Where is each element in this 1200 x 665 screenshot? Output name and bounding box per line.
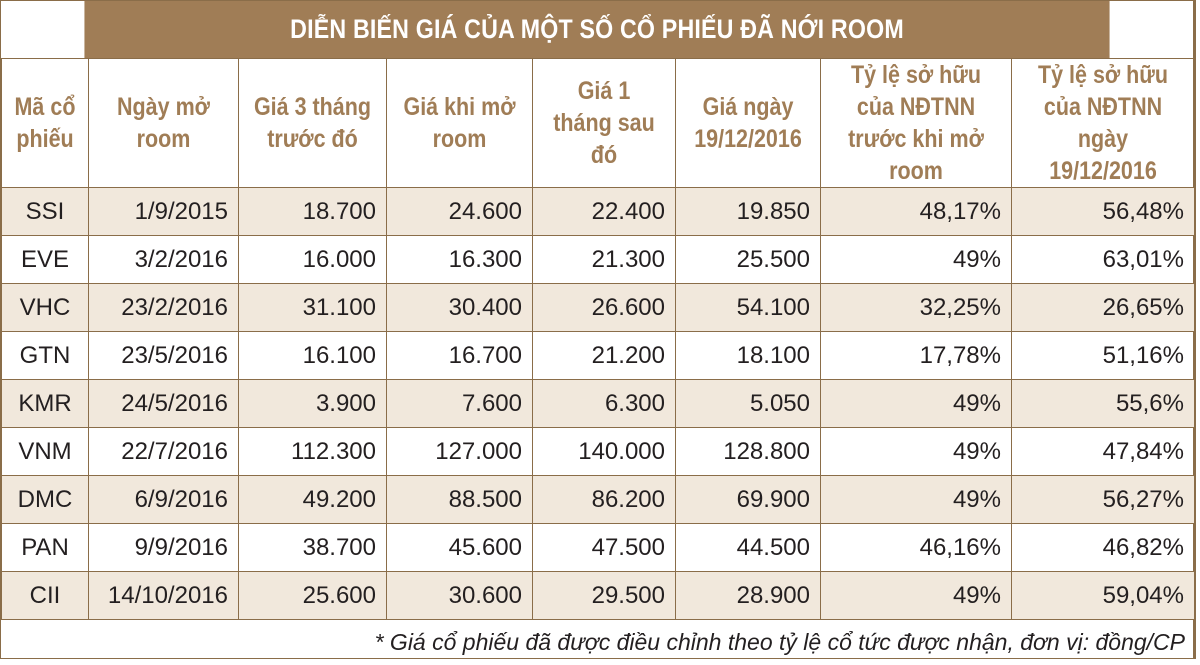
- price-on-date-cell: 5.050: [676, 380, 821, 428]
- table-row: [2, 236, 1195, 284]
- price-on-date-cell: 44.500: [676, 524, 821, 572]
- stock-price-table: [1, 58, 1195, 620]
- price-1m-after-cell: 21.300: [533, 236, 676, 284]
- open-date-cell: 23/2/2016: [89, 284, 239, 332]
- price-1m-after-cell: 22.400: [533, 188, 676, 236]
- price-1m-after-cell: 86.200: [533, 476, 676, 524]
- table-row: [2, 428, 1195, 476]
- price-3m-before-cell: 38.700: [239, 524, 387, 572]
- stock-code-cell: CII: [2, 572, 89, 620]
- price-at-open-cell: 45.600: [387, 524, 533, 572]
- ownership-before-cell: 32,25%: [821, 284, 1012, 332]
- price-3m-before-cell: 16.100: [239, 332, 387, 380]
- ownership-on-date-cell: 47,84%: [1012, 428, 1195, 476]
- price-at-open-cell: 30.600: [387, 572, 533, 620]
- open-date-cell: 9/9/2016: [89, 524, 239, 572]
- stock-code-cell: VNM: [2, 428, 89, 476]
- header-open-date: Ngày mở room: [89, 59, 239, 188]
- ownership-before-cell: 48,17%: [821, 188, 1012, 236]
- price-1m-after-cell: 26.600: [533, 284, 676, 332]
- header-stock-code: Mã cổ phiếu: [2, 59, 89, 188]
- table-header-row: [2, 59, 1195, 188]
- price-on-date-cell: 19.850: [676, 188, 821, 236]
- footnote: * Giá cổ phiếu đã được điều chỉnh theo tỷ lệ cổ tức được nhận, đơn vị: đồng/CP: [374, 629, 1185, 655]
- price-1m-after-cell: 140.000: [533, 428, 676, 476]
- ownership-before-cell: 49%: [821, 428, 1012, 476]
- price-on-date-cell: 18.100: [676, 332, 821, 380]
- price-3m-before-cell: 49.200: [239, 476, 387, 524]
- table-row: [2, 188, 1195, 236]
- open-date-cell: 3/2/2016: [89, 236, 239, 284]
- stock-code-cell: EVE: [2, 236, 89, 284]
- price-on-date-cell: 69.900: [676, 476, 821, 524]
- ownership-before-cell: 49%: [821, 476, 1012, 524]
- price-at-open-cell: 127.000: [387, 428, 533, 476]
- price-3m-before-cell: 31.100: [239, 284, 387, 332]
- stock-code-cell: PAN: [2, 524, 89, 572]
- ownership-on-date-cell: 26,65%: [1012, 284, 1195, 332]
- ownership-on-date-cell: 55,6%: [1012, 380, 1195, 428]
- ownership-on-date-cell: 56,27%: [1012, 476, 1195, 524]
- price-at-open-cell: 24.600: [387, 188, 533, 236]
- open-date-cell: 14/10/2016: [89, 572, 239, 620]
- price-at-open-cell: 16.300: [387, 236, 533, 284]
- price-on-date-cell: 25.500: [676, 236, 821, 284]
- ownership-on-date-cell: 63,01%: [1012, 236, 1195, 284]
- price-3m-before-cell: 25.600: [239, 572, 387, 620]
- ownership-before-cell: 49%: [821, 236, 1012, 284]
- price-3m-before-cell: 3.900: [239, 380, 387, 428]
- price-at-open-cell: 30.400: [387, 284, 533, 332]
- table-row: [2, 380, 1195, 428]
- table-row: [2, 332, 1195, 380]
- open-date-cell: 24/5/2016: [89, 380, 239, 428]
- table-row: [2, 524, 1195, 572]
- ownership-before-cell: 49%: [821, 572, 1012, 620]
- open-date-cell: 23/5/2016: [89, 332, 239, 380]
- table-row: [2, 572, 1195, 620]
- stock-code-cell: VHC: [2, 284, 89, 332]
- open-date-cell: 6/9/2016: [89, 476, 239, 524]
- price-1m-after-cell: 6.300: [533, 380, 676, 428]
- header-price-at-open: Giá khi mở room: [387, 59, 533, 188]
- ownership-before-cell: 46,16%: [821, 524, 1012, 572]
- price-on-date-cell: 54.100: [676, 284, 821, 332]
- table-row: [2, 476, 1195, 524]
- price-1m-after-cell: 29.500: [533, 572, 676, 620]
- price-on-date-cell: 128.800: [676, 428, 821, 476]
- open-date-cell: 1/9/2015: [89, 188, 239, 236]
- ownership-on-date-cell: 56,48%: [1012, 188, 1195, 236]
- price-at-open-cell: 88.500: [387, 476, 533, 524]
- ownership-on-date-cell: 51,16%: [1012, 332, 1195, 380]
- price-3m-before-cell: 18.700: [239, 188, 387, 236]
- header-foreign-ownership-before: Tỷ lệ sở hữu của NĐTNN trước khi mở room: [821, 59, 1012, 188]
- ownership-on-date-cell: 59,04%: [1012, 572, 1195, 620]
- price-1m-after-cell: 47.500: [533, 524, 676, 572]
- price-1m-after-cell: 21.200: [533, 332, 676, 380]
- table-title: DIỄN BIẾN GIÁ CỦA MỘT SỐ CỔ PHIẾU ĐÃ NỚI ROOM: [84, 1, 1109, 58]
- header-price-1-month-after: Giá 1 tháng sau đó: [533, 59, 676, 188]
- price-3m-before-cell: 16.000: [239, 236, 387, 284]
- price-at-open-cell: 16.700: [387, 332, 533, 380]
- header-price-on-date: Giá ngày 19/12/2016: [676, 59, 821, 188]
- stock-code-cell: DMC: [2, 476, 89, 524]
- ownership-on-date-cell: 46,82%: [1012, 524, 1195, 572]
- ownership-before-cell: 49%: [821, 380, 1012, 428]
- price-3m-before-cell: 112.300: [239, 428, 387, 476]
- table-row: [2, 284, 1195, 332]
- stock-code-cell: SSI: [2, 188, 89, 236]
- header-price-3-months-before: Giá 3 tháng trước đó: [239, 59, 387, 188]
- stock-code-cell: KMR: [2, 380, 89, 428]
- open-date-cell: 22/7/2016: [89, 428, 239, 476]
- price-at-open-cell: 7.600: [387, 380, 533, 428]
- ownership-before-cell: 17,78%: [821, 332, 1012, 380]
- price-on-date-cell: 28.900: [676, 572, 821, 620]
- header-foreign-ownership-on-date: Tỷ lệ sở hữu của NĐTNN ngày 19/12/2016: [1012, 59, 1195, 188]
- stock-code-cell: GTN: [2, 332, 89, 380]
